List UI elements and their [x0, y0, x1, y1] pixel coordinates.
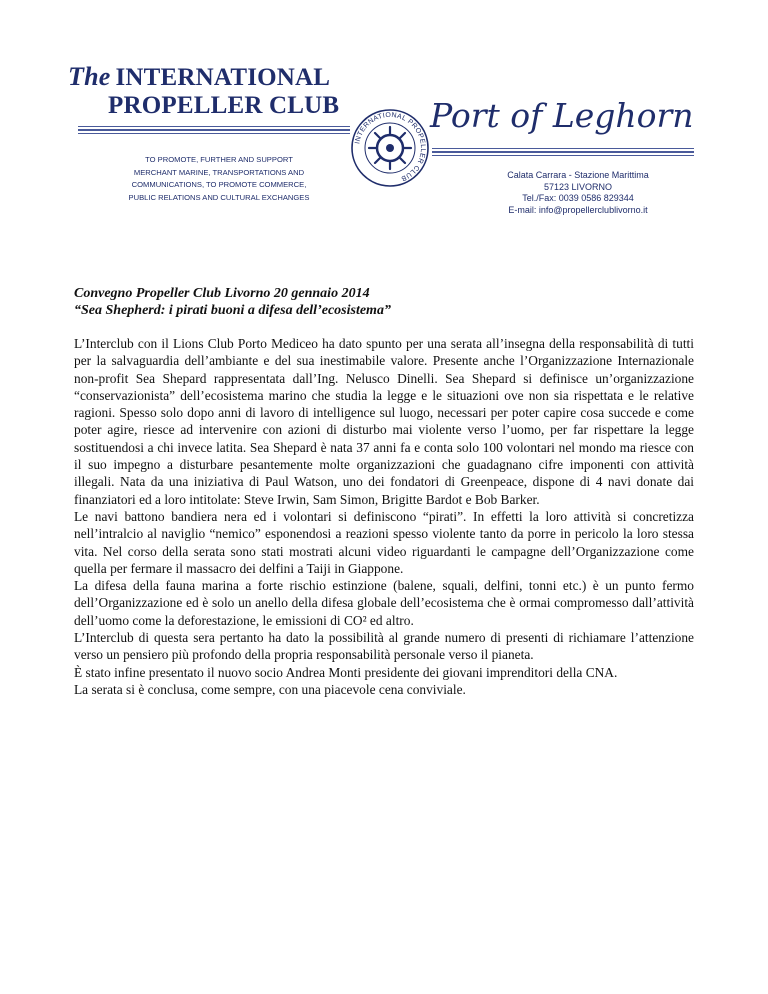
rule-right-1 — [432, 148, 694, 149]
rule-right-2 — [432, 151, 694, 153]
motto-line: PUBLIC RELATIONS AND CULTURAL EXCHANGES — [128, 192, 310, 202]
club-name-the: The — [68, 62, 111, 91]
motto-line: MERCHANT MARINE, TRANSPORTATIONS AND — [133, 167, 305, 177]
motto-line: COMMUNICATIONS, TO PROMOTE COMMERCE, — [131, 180, 307, 189]
address-line: Calata Carrara - Stazione Marittima — [507, 170, 649, 180]
body-paragraph: La difesa della fauna marina a forte rischio estinzione (balene, squali, delfini, tonni etc.) è un punto fermo dell’Organizzazione ed è solo un anello della difesa globale dell’ecosistema che è ormai compromesso dall’attività dell’uomo come la deforestazione, le emissioni di CO² ed altro. — [74, 578, 694, 628]
body-paragraph: L’Interclub di questa sera pertanto ha dato la possibilità al grande numero di presenti di richiamare l’attenzione verso un pensiero più profondo della propria responsabilità personale verso il pianeta. — [74, 630, 694, 663]
port-of-leghorn-title: Port of Leghorn — [430, 96, 694, 135]
rule-left-1 — [78, 126, 350, 127]
article-body — [74, 335, 694, 698]
letterhead — [0, 0, 768, 230]
rule-left-3 — [78, 133, 350, 134]
body-paragraph: È stato infine presentato il nuovo socio Andrea Monti presidente dei giovani imprenditori della CNA. — [74, 664, 618, 680]
club-emblem-logo — [350, 108, 430, 188]
body-paragraph: L’Interclub con il Lions Club Porto Mediceo ha dato spunto per una serata all’insegna della responsabilità di tutti per la salvaguardia dell’ambiante e del sua inestimabile valore. Presente anche l’Organizzazione Internazionale non-profit Sea Shepard rappresentata dall’Ing. Nelusco Dinelli. Sea Shepard si definisce un’organizzazione “conservazionista” dell’ecosistema marino che studia la legge e le situazioni ove non sia rispettata e le relative ragioni. Spesso solo dopo anni di lavoro di intelligence sul luogo, necessari per poter capire cosa succede e come poter agire, riesce ad intervenire con azioni di disturbo mai violente verso l’uomo, per far rispettare la legge sostituendosi a chi invece latita. Sea Shepard è nata 37 anni fa e conta solo 100 volontari nel mondo ma riesce con il suo impegno a disturbare pesantemente molte organizzazioni che guadagnano cifre imponenti con attività illegali. Nata da una iniziativa di Paul Watson, uno dei fondatori di Greenpeace, dispone di 4 navi donate dai finanziatori ed a loro intitolate: Steve Irwin, Sam Simon, Brigitte Bardot e Bob Barker. — [74, 336, 694, 507]
club-name-line1 — [68, 62, 330, 92]
article-title: Convegno Propeller Club Livorno 20 gennaio 2014 — [74, 286, 370, 301]
body-paragraph: La serata si è conclusa, come sempre, con una piacevole cena conviviale. — [74, 681, 466, 697]
article-subtitle: “Sea Shepherd: i pirati buoni a difesa dell’ecosistema” — [74, 303, 391, 318]
club-name-international: INTERNATIONAL — [115, 64, 331, 91]
address-phone: Tel./Fax: 0039 0586 829344 — [522, 193, 634, 203]
club-address — [448, 170, 708, 216]
rule-left-2 — [78, 129, 350, 131]
svg-text:INTERNATIONAL PROPELLER CLUB: INTERNATIONAL PROPELLER CLUB — [354, 111, 427, 182]
club-motto — [94, 154, 344, 204]
club-name-line2: PROPELLER CLUB — [108, 92, 340, 119]
motto-line: TO PROMOTE, FURTHER AND SUPPORT — [145, 155, 293, 164]
address-line: 57123 LIVORNO — [543, 181, 613, 192]
article-heading — [74, 285, 714, 319]
address-email: E-mail: info@propellerclublivorno.it — [508, 204, 648, 215]
rule-right-3 — [432, 155, 694, 156]
body-paragraph: Le navi battono bandiera nera ed i volontari si definiscono “pirati”. In effetti la loro attività si concretizza nell’intralcio al naviglio “nemico” esponendosi a reazioni spesso violente tanto da porre in pericolo la loro stessa vita. Nel corso della serata sono stati mostrati alcuni video riguardanti le campagne dell’Organizzazione come quella per fermare il massacro dei delfini a Taiji in Giappone. — [74, 508, 694, 576]
